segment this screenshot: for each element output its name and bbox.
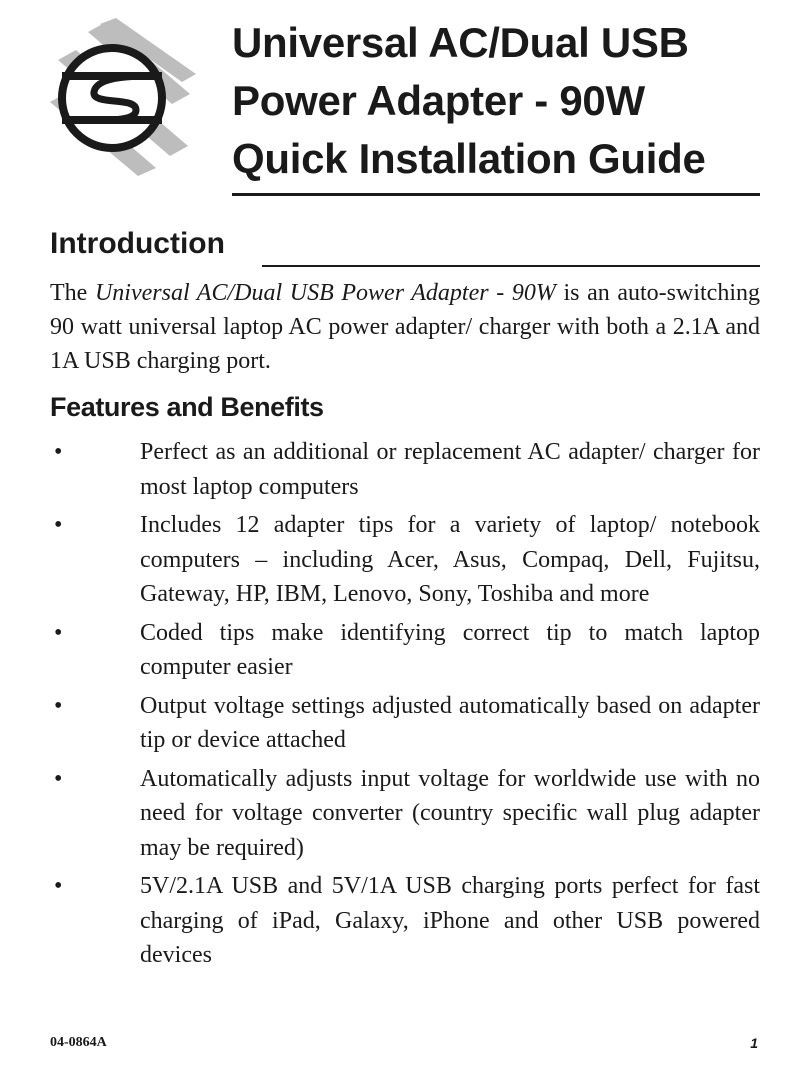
list-item [50, 435, 760, 504]
features-heading: Features and Benefits [50, 392, 324, 422]
product-name: Universal AC/Dual USB Power Adapter - 90W [94, 280, 556, 306]
bullet-icon: • [54, 619, 63, 646]
feature-text: Coded tips make identifying correct tip to match laptop computer easier [140, 619, 760, 680]
siig-logo [40, 18, 200, 178]
page-title [232, 14, 760, 188]
title-line-2: Power Adapter - 90W [232, 77, 645, 124]
title-line-1: Universal AC/Dual USB [232, 19, 689, 66]
list-item [50, 869, 760, 973]
title-divider [232, 193, 760, 196]
document-number: 04-0864A [50, 1035, 107, 1050]
feature-text: Perfect as an additional or replacement AC adapter/ charger for most laptop computers [140, 439, 760, 500]
list-item [50, 508, 760, 612]
bullet-icon: • [54, 692, 63, 719]
features-list [50, 435, 760, 977]
title-line-3: Quick Installation Guide [232, 135, 706, 182]
bullet-icon: • [54, 765, 63, 792]
introduction-paragraph [50, 276, 760, 378]
bullet-icon: • [54, 873, 63, 899]
list-item [50, 689, 760, 758]
feature-text: Includes 12 adapter tips for a variety of laptop/ notebook computers – including Acer, Asus, Compaq, Dell, Fujitsu, Gateway, HP, IBM, Lenovo, Sony, Toshiba and more [140, 512, 760, 607]
list-item [50, 616, 760, 685]
introduction-divider [262, 265, 760, 267]
feature-text: Automatically adjusts input voltage for worldwide use with no need for voltage converter (country specific wall plug adapter may be required) [140, 765, 760, 861]
bullet-icon: • [54, 512, 63, 538]
page-number: 1 [750, 1035, 758, 1051]
feature-text: Output voltage settings adjusted automatically based on adapter tip or device attached [140, 692, 760, 753]
feature-text: 5V/2.1A USB and 5V/1A USB charging ports perfect for fast charging of iPad, Galaxy, iPhone and other USB powered devices [140, 873, 760, 968]
bullet-icon: • [54, 439, 63, 465]
introduction-body: is an auto-switching 90 watt universal laptop AC power adapter/ charger with both a 2.1A and 1A USB charging port. [50, 280, 761, 374]
list-item [50, 762, 760, 866]
introduction-lead: The [50, 280, 95, 306]
introduction-heading: Introduction [50, 227, 225, 260]
